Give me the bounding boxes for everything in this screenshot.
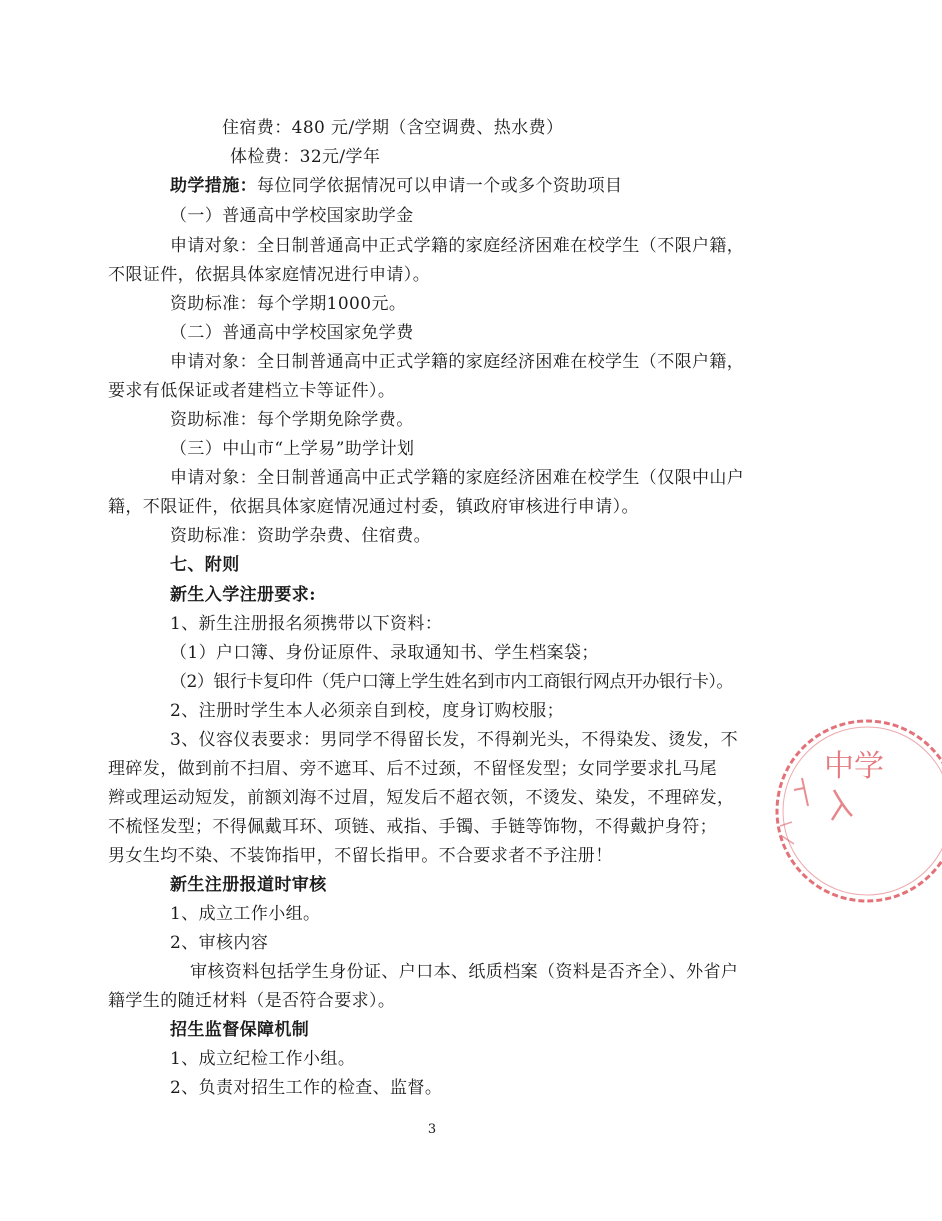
audit-heading: 新生注册报道时审核 [170,875,327,895]
supervision-heading: 招生监督保障机制 [170,1020,310,1040]
supervision-item1: 1、成立纪检工作小组。 [170,1049,356,1069]
audit-item2: 2、审核内容 [170,933,269,953]
seal-character-fragment [832,790,852,820]
registration-item2: 2、注册时学生本人必须亲自到校，度身订购校服； [170,701,565,721]
aid-item1-standard: 资助标准：每个学期1000元。 [170,294,407,314]
audit-content-line1: 审核资料包括学生身份证、户口本、纸质档案（资料是否齐全）、外省户 [190,962,739,982]
aid-measures-text: 每位同学依据情况可以申请一个或多个资助项目 [257,176,623,196]
appearance-rule-line4: 不梳怪发型；不得佩戴耳环、项链、戒指、手镯、手链等饰物，不得戴护身符； [108,817,717,837]
medical-exam-fee-line: 体检费：32元/学年 [230,147,381,167]
seal-edge-mark [780,822,794,844]
aid-item1-target-line1: 申请对象：全日制普通高中正式学籍的家庭经济困难在校学生（不限户籍， [170,236,745,256]
appearance-rule-line5: 男女生均不染、不装饰指甲，不留长指甲。不合要求者不予注册！ [108,846,613,866]
registration-heading: 新生入学注册要求: [170,585,316,605]
aid-item1-target-line2: 不限证件，依据具体家庭情况进行申请）。 [108,265,431,285]
audit-item1: 1、成立工作小组。 [170,904,321,924]
supervision-item2: 2、负责对招生工作的检查、监督。 [170,1078,443,1098]
seal-stroke-mark [794,778,808,806]
aid-measures-line [170,175,622,197]
page-number: 3 [427,1122,437,1137]
appearance-rule-line1: 3、仪容仪表要求：男同学不得留长发，不得剃光头，不得染发、烫发，不 [170,730,739,750]
aid-item3-title: （三）中山市“上学易”助学计划 [170,439,415,459]
seal-text: 中学 [824,749,884,784]
aid-item2-title: （二）普通高中学校国家免学费 [170,323,414,343]
appearance-rule-line2: 理碎发，做到前不扫眉、旁不遮耳、后不过颈，不留怪发型；女同学要求扎马尾 [108,759,717,779]
registration-item1b: （2）银行卡复印件（凭户口簿上学生姓名到市内工商银行网点开办银行卡）。 [170,672,733,692]
seal-outer-ring [777,721,942,901]
appendix-heading: 七、附则 [170,555,240,575]
registration-item1a: （1）户口簿、身份证原件、录取通知书、学生档案袋； [170,643,599,663]
registration-item1: 1、新生注册报名须携带以下资料： [170,614,443,634]
aid-measures-heading: 助学措施： [170,176,257,196]
audit-content-line2: 籍学生的随迁材料（是否符合要求）。 [108,991,396,1011]
aid-item3-target-line2: 籍，不限证件，依据具体家庭情况通过村委，镇政府审核进行申请）。 [108,497,639,517]
aid-item3-standard: 资助标准：资助学杂费、住宿费。 [170,526,431,546]
appearance-rule-line3: 辫或理运动短发，前额刘海不过眉，短发后不超衣领，不烫发、染发，不理碎发， [108,788,735,808]
aid-item2-target-line1: 申请对象：全日制普通高中正式学籍的家庭经济困难在校学生（不限户籍， [170,352,745,372]
official-seal-stamp [772,716,942,906]
accommodation-fee-line: 住宿费：480 元/学期（含空调费、热水费） [222,118,564,138]
aid-item1-title: （一）普通高中学校国家助学金 [170,206,414,226]
aid-item2-standard: 资助标准：每个学期免除学费。 [170,410,414,430]
aid-item3-target-line1: 申请对象：全日制普通高中正式学籍的家庭经济困难在校学生（仅限中山户 [170,468,745,488]
aid-item2-target-line2: 要求有低保证或者建档立卡等证件）。 [108,381,396,401]
